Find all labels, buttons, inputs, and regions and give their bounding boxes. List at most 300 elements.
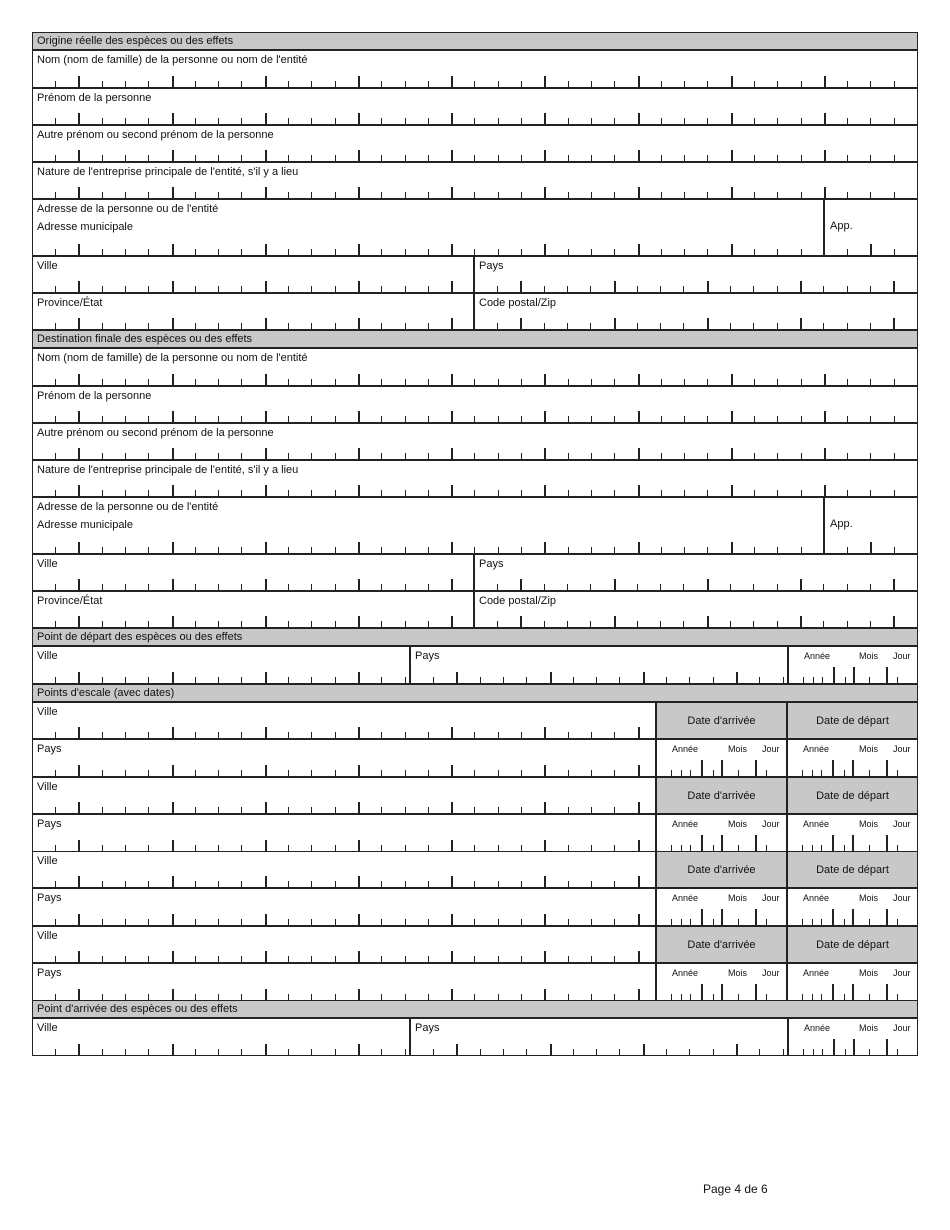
box-tick (311, 732, 312, 738)
box-tick (125, 547, 126, 553)
box-tick (335, 881, 336, 887)
box-tick (614, 192, 615, 198)
date-boxes (788, 831, 917, 851)
box-tick (638, 914, 640, 925)
box-tick (614, 956, 615, 962)
box-tick (311, 192, 312, 198)
stop3-arrival-date-field-day-label: Jour (762, 893, 780, 903)
stop3-arrival-date-field[interactable] (656, 888, 787, 926)
box-tick (172, 914, 174, 925)
character-boxes (33, 112, 917, 124)
box-tick (550, 672, 552, 683)
box-tick (148, 807, 149, 813)
box-tick (544, 951, 546, 962)
character-boxes (33, 186, 917, 198)
stop1-departure-date-field-day-label: Jour (893, 744, 911, 754)
box-tick (568, 192, 569, 198)
box-tick (381, 155, 382, 161)
box-tick (661, 490, 662, 496)
box-tick (498, 881, 499, 887)
box-tick (195, 1049, 196, 1055)
box-tick (638, 802, 640, 813)
box-tick (800, 616, 802, 627)
stop1-arrival-date-heading: Date d'arrivée (656, 702, 787, 739)
box-tick (55, 286, 56, 292)
box-tick (591, 807, 592, 813)
stop3-departure-date-field[interactable] (787, 888, 918, 926)
departure-date-field-year-label: Année (804, 651, 831, 661)
dest-province-field[interactable] (32, 591, 474, 628)
box-tick (707, 318, 709, 329)
date-tick (832, 909, 834, 925)
box-tick (195, 956, 196, 962)
box-tick (381, 584, 382, 590)
box-tick (591, 379, 592, 385)
stop2-country-field[interactable] (32, 814, 656, 852)
stop4-arrival-date-field[interactable] (656, 963, 787, 1001)
box-tick (405, 192, 406, 198)
box-tick (754, 155, 755, 161)
box-tick (660, 621, 661, 627)
box-tick (614, 379, 615, 385)
character-boxes (33, 801, 655, 813)
box-tick (428, 584, 429, 590)
box-tick (591, 547, 592, 553)
box-tick (777, 118, 778, 124)
box-tick (55, 547, 56, 553)
departure-country-field[interactable] (410, 646, 788, 684)
box-tick (311, 1049, 312, 1055)
box-tick (102, 118, 103, 124)
box-tick (847, 490, 848, 496)
box-tick (358, 113, 360, 124)
box-tick (870, 490, 871, 496)
box-tick (643, 672, 645, 683)
date-boxes (788, 980, 917, 1000)
box-tick (498, 490, 499, 496)
box-tick (638, 76, 640, 87)
box-tick (358, 374, 360, 385)
box-tick (78, 579, 80, 590)
character-boxes (33, 373, 917, 385)
box-tick (125, 416, 126, 422)
box-tick (358, 411, 360, 422)
character-boxes (33, 913, 655, 925)
box-tick (498, 807, 499, 813)
box-tick (498, 81, 499, 87)
box-tick (544, 485, 546, 496)
stop1-departure-date-field[interactable] (787, 739, 918, 777)
box-tick (847, 249, 848, 255)
box-tick (265, 542, 267, 553)
box-tick (474, 81, 475, 87)
box-tick (78, 244, 80, 255)
date-tick (721, 835, 723, 851)
box-tick (428, 379, 429, 385)
box-tick (451, 113, 453, 124)
box-tick (218, 155, 219, 161)
box-tick (195, 584, 196, 590)
box-tick (381, 192, 382, 198)
character-boxes (825, 541, 917, 553)
box-tick (311, 249, 312, 255)
box-tick (335, 323, 336, 329)
box-tick (614, 547, 615, 553)
box-tick (824, 448, 826, 459)
box-tick (381, 249, 382, 255)
box-tick (590, 323, 591, 329)
box-tick (125, 379, 126, 385)
box-tick (428, 770, 429, 776)
origin-postal-field[interactable] (474, 293, 918, 330)
box-tick (638, 727, 640, 738)
box-tick (428, 547, 429, 553)
date-tick (886, 984, 888, 1000)
box-tick (800, 318, 802, 329)
stop3-country-field[interactable] (32, 888, 656, 926)
box-tick (241, 416, 242, 422)
box-tick (660, 286, 661, 292)
stop1-arrival-date-field-year-label: Année (672, 744, 699, 754)
arrival-date-field-year-label: Année (804, 1023, 831, 1033)
stop1-arrival-date-field[interactable] (656, 739, 787, 777)
box-tick (195, 677, 196, 683)
origin-country-field[interactable] (474, 256, 918, 293)
box-tick (241, 919, 242, 925)
box-tick (498, 155, 499, 161)
box-tick (684, 81, 685, 87)
box-tick (736, 672, 738, 683)
box-tick (683, 584, 684, 590)
stop3-arrival-date-field-month-label: Mois (728, 893, 748, 903)
box-tick (55, 919, 56, 925)
origin-province-field[interactable] (32, 293, 474, 330)
origin-city-field-label: Ville (37, 260, 58, 272)
box-tick (661, 453, 662, 459)
dest-business-field[interactable] (32, 460, 918, 497)
date-tick (852, 984, 854, 1000)
box-tick (824, 113, 826, 124)
box-tick (614, 732, 615, 738)
arrival-country-field[interactable] (410, 1018, 788, 1056)
stop2-arrival-date-heading: Date d'arrivée (656, 777, 787, 814)
date-tick (869, 770, 870, 776)
stop1-country-field[interactable] (32, 739, 656, 777)
box-tick (335, 249, 336, 255)
stop4-city-field[interactable] (32, 926, 656, 963)
box-tick (265, 411, 267, 422)
box-tick (451, 374, 453, 385)
date-tick (832, 835, 834, 851)
box-tick (218, 919, 219, 925)
dest-given-name-field-label: Prénom de la personne (37, 390, 152, 402)
date-tick (802, 770, 803, 776)
box-tick (596, 677, 597, 683)
date-tick (738, 770, 739, 776)
box-tick (893, 318, 895, 329)
arrival-date-field[interactable] (788, 1018, 918, 1056)
date-tick (852, 760, 854, 776)
box-tick (358, 876, 360, 887)
box-tick (591, 192, 592, 198)
date-tick (886, 667, 888, 683)
box-tick (55, 1049, 56, 1055)
box-tick (544, 76, 546, 87)
box-tick (428, 286, 429, 292)
box-tick (824, 187, 826, 198)
date-tick (671, 770, 672, 776)
stop4-arrival-date-field-year-label: Année (672, 968, 699, 978)
box-tick (335, 286, 336, 292)
date-tick (813, 1049, 814, 1055)
box-tick (125, 192, 126, 198)
box-tick (358, 150, 360, 161)
box-tick (451, 76, 453, 87)
box-tick (498, 118, 499, 124)
dest-country-field[interactable] (474, 554, 918, 591)
date-tick (713, 919, 714, 925)
dest-city-field[interactable] (32, 554, 474, 591)
box-tick (78, 150, 80, 161)
box-tick (596, 1049, 597, 1055)
date-tick (755, 835, 757, 851)
box-tick (503, 1049, 504, 1055)
box-tick (311, 621, 312, 627)
box-tick (870, 118, 871, 124)
date-tick (897, 770, 898, 776)
box-tick (520, 281, 522, 292)
section-stopovers: Points d'escale (avec dates) (32, 684, 918, 702)
origin-surname-field[interactable] (32, 50, 918, 88)
box-tick (148, 453, 149, 459)
box-tick (870, 621, 871, 627)
box-tick (335, 81, 336, 87)
date-tick (886, 1039, 888, 1055)
origin-other-name-field[interactable] (32, 125, 918, 162)
box-tick (847, 192, 848, 198)
page-number: Page 4 de 6 (703, 1182, 768, 1196)
character-boxes (33, 410, 917, 422)
box-tick (381, 286, 382, 292)
box-tick (643, 1044, 645, 1055)
box-tick (474, 453, 475, 459)
box-tick (148, 547, 149, 553)
box-tick (550, 1044, 552, 1055)
box-tick (428, 192, 429, 198)
box-tick (241, 584, 242, 590)
box-tick (590, 621, 591, 627)
box-tick (498, 732, 499, 738)
box-tick (847, 81, 848, 87)
date-boxes (788, 756, 917, 776)
box-tick (241, 1049, 242, 1055)
box-tick (148, 732, 149, 738)
box-tick (614, 881, 615, 887)
box-tick (288, 192, 289, 198)
box-tick (125, 770, 126, 776)
box-tick (614, 616, 616, 627)
date-boxes (789, 1035, 917, 1055)
box-tick (78, 448, 80, 459)
box-tick (172, 840, 174, 851)
box-tick (311, 81, 312, 87)
box-tick (777, 621, 778, 627)
box-tick (731, 244, 733, 255)
box-tick (102, 81, 103, 87)
box-tick (823, 584, 824, 590)
dest-street-field[interactable] (32, 497, 824, 554)
origin-street-field[interactable] (32, 199, 824, 256)
box-tick (311, 490, 312, 496)
box-tick (311, 323, 312, 329)
box-tick (428, 490, 429, 496)
character-boxes (33, 839, 655, 851)
box-tick (241, 732, 242, 738)
date-boxes (789, 663, 917, 683)
date-tick (897, 677, 898, 683)
box-tick (731, 411, 733, 422)
character-boxes (825, 243, 917, 255)
box-tick (451, 914, 453, 925)
box-tick (591, 919, 592, 925)
origin-given-name-field[interactable] (32, 88, 918, 125)
box-tick (358, 187, 360, 198)
date-tick (821, 770, 822, 776)
stop2-country-field-label: Pays (37, 818, 62, 830)
box-tick (195, 453, 196, 459)
box-tick (591, 416, 592, 422)
box-tick (381, 956, 382, 962)
box-tick (265, 448, 267, 459)
box-tick (777, 81, 778, 87)
box-tick (544, 876, 546, 887)
date-tick (821, 919, 822, 925)
box-tick (125, 677, 126, 683)
box-tick (638, 840, 640, 851)
stop2-departure-date-field[interactable] (787, 814, 918, 852)
arrival-city-field[interactable] (32, 1018, 410, 1056)
box-tick (358, 672, 360, 683)
box-tick (619, 677, 620, 683)
stop4-departure-date-field[interactable] (787, 963, 918, 1001)
box-tick (172, 448, 174, 459)
box-tick (358, 579, 360, 590)
origin-street-field-label: Adresse de la personne ou de l'entité (37, 203, 219, 215)
dest-surname-field[interactable] (32, 348, 918, 386)
box-tick (78, 672, 80, 683)
date-boxes (657, 905, 786, 925)
box-tick (55, 956, 56, 962)
box-tick (381, 323, 382, 329)
dest-other-name-field[interactable] (32, 423, 918, 460)
stop2-arrival-date-field[interactable] (656, 814, 787, 852)
box-tick (428, 323, 429, 329)
box-tick (614, 579, 616, 590)
box-tick (544, 727, 546, 738)
box-tick (148, 323, 149, 329)
box-tick (195, 770, 196, 776)
box-tick (638, 542, 640, 553)
box-tick (521, 249, 522, 255)
dest-postal-field[interactable] (474, 591, 918, 628)
box-tick (568, 379, 569, 385)
box-tick (801, 118, 802, 124)
date-tick (755, 760, 757, 776)
stop2-city-field[interactable] (32, 777, 656, 814)
box-tick (218, 192, 219, 198)
box-tick (824, 76, 826, 87)
stop2-arrival-date-field-month-label: Mois (728, 819, 748, 829)
box-tick (847, 547, 848, 553)
stop4-country-field[interactable] (32, 963, 656, 1001)
box-tick (544, 765, 546, 776)
origin-business-field[interactable] (32, 162, 918, 199)
box-tick (544, 113, 546, 124)
box-tick (731, 113, 733, 124)
departure-city-field[interactable] (32, 646, 410, 684)
box-tick (78, 840, 80, 851)
box-tick (638, 411, 640, 422)
box-tick (591, 732, 592, 738)
character-boxes (33, 1043, 409, 1055)
box-tick (125, 323, 126, 329)
date-tick (833, 1039, 835, 1055)
box-tick (759, 1049, 760, 1055)
stop3-city-field[interactable] (32, 851, 656, 888)
departure-date-field[interactable] (788, 646, 918, 684)
box-tick (148, 770, 149, 776)
box-tick (684, 547, 685, 553)
box-tick (823, 323, 824, 329)
origin-city-field[interactable] (32, 256, 474, 293)
date-tick (671, 919, 672, 925)
box-tick (311, 584, 312, 590)
box-tick (503, 677, 504, 683)
box-tick (311, 770, 312, 776)
box-tick (801, 490, 802, 496)
box-tick (823, 621, 824, 627)
box-tick (265, 876, 267, 887)
stop1-city-field[interactable] (32, 702, 656, 739)
box-tick (544, 286, 545, 292)
box-tick (125, 584, 126, 590)
stop1-departure-date-field-month-label: Mois (859, 744, 879, 754)
box-tick (824, 150, 826, 161)
box-tick (172, 485, 174, 496)
box-tick (335, 118, 336, 124)
box-tick (288, 1049, 289, 1055)
box-tick (311, 919, 312, 925)
box-tick (241, 677, 242, 683)
origin-street-field-sublabel: Adresse municipale (37, 221, 133, 233)
stop2-departure-date-field-month-label: Mois (859, 819, 879, 829)
box-tick (520, 318, 522, 329)
box-tick (591, 155, 592, 161)
box-tick (800, 579, 802, 590)
box-tick (568, 770, 569, 776)
box-tick (544, 187, 546, 198)
box-tick (311, 677, 312, 683)
box-tick (78, 542, 80, 553)
box-tick (544, 374, 546, 385)
dest-given-name-field[interactable] (32, 386, 918, 423)
arrival-date-field-month-label: Mois (859, 1023, 879, 1033)
box-tick (335, 732, 336, 738)
box-tick (102, 621, 103, 627)
box-tick (55, 81, 56, 87)
box-tick (497, 323, 498, 329)
box-tick (474, 192, 475, 198)
